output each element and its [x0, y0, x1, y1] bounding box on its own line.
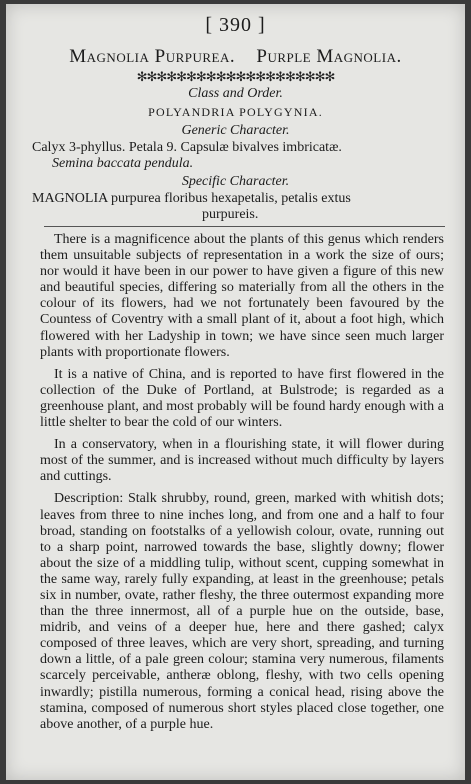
generic-character-line-2: Semina baccata pendula.: [52, 156, 194, 171]
paragraph-1: There is a magnificence about the plants of this genus which renders them unsuitable subjects of representation in a work the size of ours; nor would it have been in our power to have given a figure of this new and beautiful species, differing so materially from all the others in the colour of its flowers, had we not fortunately been favoured by the Countess of Coventry with a small plant of it, about a foot high, which flowered with her Ladyship in town; we have since seen much larger plants with proportionate flowers.: [40, 232, 444, 360]
specific-character-line-2: purpureis.: [202, 207, 259, 222]
specific-heading: Specific Character.: [181, 174, 290, 189]
english-name: Purple Magnolia.: [256, 46, 402, 67]
generic-heading: Generic Character.: [181, 123, 290, 138]
class-heading: Class and Order.: [188, 86, 283, 101]
section-rule: [44, 226, 445, 227]
specific-character-line-1: MAGNOLIA purpurea floribus hexapetalis, petalis extus: [32, 191, 351, 206]
class-value: POLYANDRIA POLYGYNIA.: [148, 105, 323, 119]
latin-name: Magnolia Purpurea.: [69, 46, 236, 67]
description-text: [40, 232, 444, 739]
ornament-divider: ✻✻✻✻✻✻✻✻✻✻✻✻✻✻✻✻✻✻✻✻: [136, 70, 335, 85]
paragraph-3: In a conservatory, when in a flourishing state, it will flower during most of the summer, and is increased without much difficulty by layers and cuttings.: [40, 437, 444, 485]
paragraph-2: It is a native of China, and is reported to have first flowered in the collection of the Duke of Portland, at Bulstrode; is regarded as a greenhouse plant, and most probably will be found hardy enough with a little shelter to bear the cold of our winters.: [40, 366, 444, 431]
generic-character-line-1: Calyx 3-phyllus. Petala 9. Capsulæ bivalves imbricatæ.: [32, 140, 342, 155]
paragraph-4: Description: Stalk shrubby, round, green, marked with whitish dots; leaves from three to nine inches long, and from one and a half to four broad, standing on footstalks of a yellowish colour, ovate, running out to a sharp point, narrowed towards the base, slightly downy; flower about the size of a middling tulip, without scent, cupping somewhat in the same way, rarely fully expanding, at least in the greenhouse; petals six in number, ovate, rather fleshy, the three outermost expanding more than the three innermost, all of a purple hue on the outside, base, midrib, and veins of a deeper hue, here and there gashed; calyx composed of three leaves, which are very short, spreading, and turning down a little, of a pale green colour; stamina very numerous, filaments scarcely perceivable, antheræ oblong, fleshy, with two cells opening inwardly; pistilla numerous, forming a conical head, rising above the stamina, composed of numerous short styles placed close together, one above another, of a purple hue.: [40, 491, 444, 732]
plant-title: [6, 46, 465, 68]
page-number: [ 390 ]: [205, 14, 266, 36]
book-page: [6, 4, 465, 780]
